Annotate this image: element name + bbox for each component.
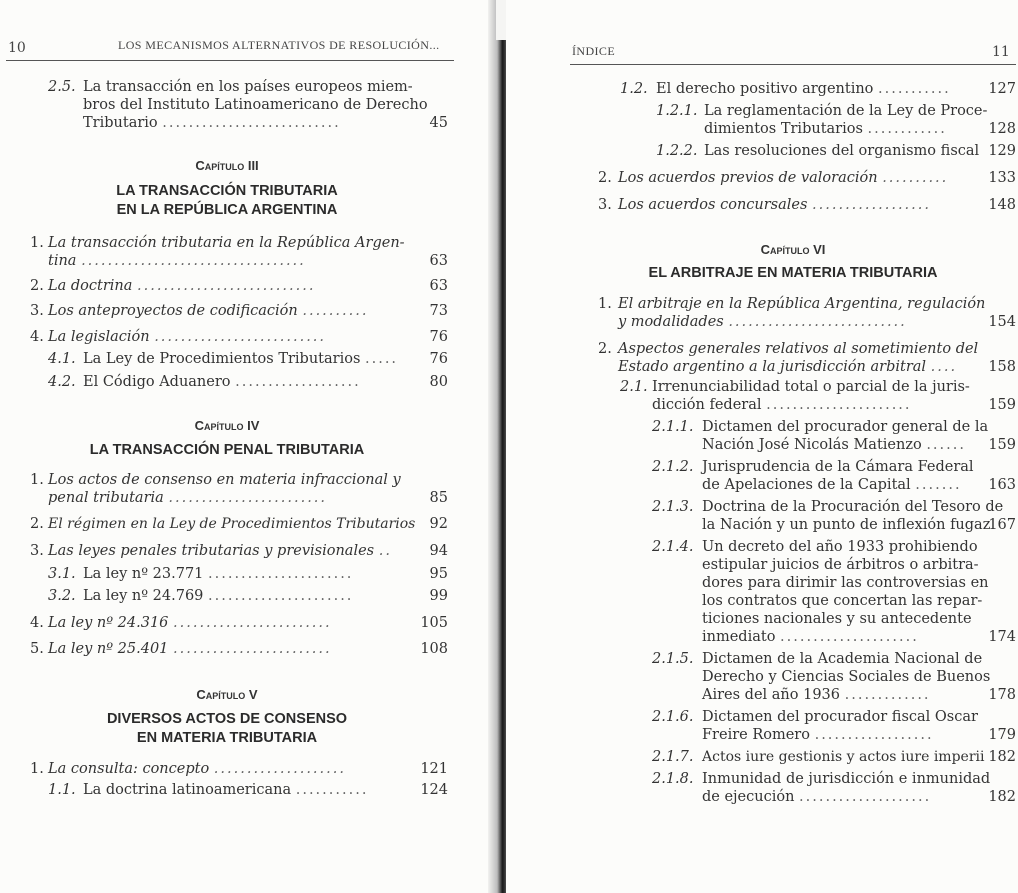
toc-text: Los anteproyectos de codificación .......... — [48, 303, 369, 319]
toc-num: 1.2.2. — [656, 143, 698, 159]
toc-text: La ley nº 24.769 ...................... — [83, 588, 354, 604]
toc-text: inmediato ..................... — [702, 629, 919, 645]
toc-num: 2.1.1. — [652, 419, 694, 435]
toc-text: Las resoluciones del organismo fiscal — [704, 143, 980, 159]
toc-page: 179 — [988, 727, 1016, 743]
toc-num: 1.2.1. — [656, 103, 698, 119]
page-number: 10 — [8, 40, 26, 56]
toc-page: 85 — [429, 490, 448, 506]
toc-text: Dictamen del procurador general de la — [702, 419, 989, 435]
toc-text: La transacción en los países europeos miem- — [83, 79, 413, 95]
toc-page: 76 — [429, 329, 448, 345]
toc-num: 3. — [30, 543, 44, 559]
toc-num: 1. — [30, 761, 44, 777]
toc-text: Freire Romero .................. — [702, 727, 934, 743]
toc-text: Aspectos generales relativos al sometimiento del — [618, 341, 979, 357]
toc-page: 76 — [429, 351, 448, 367]
toc-text: Un decreto del año 1933 prohibiendo — [702, 539, 978, 555]
toc-page: 174 — [988, 629, 1016, 645]
toc-text: La consulta: concepto .................... — [48, 761, 346, 777]
page-number: 11 — [992, 44, 1010, 60]
toc-num: 5. — [30, 641, 44, 657]
toc-num: 4.2. — [48, 374, 76, 390]
toc-page: 95 — [429, 566, 448, 582]
toc-text: Dictamen de la Academia Nacional de — [702, 651, 983, 667]
toc-text: Doctrina de la Procuración del Tesoro de — [702, 499, 1004, 515]
toc-num: 3. — [30, 303, 44, 319]
toc-page: 148 — [988, 197, 1016, 213]
toc-num: 2.1.3. — [652, 499, 694, 515]
toc-num: 1. — [30, 235, 44, 251]
chapter-title: LA TRANSACCIÓN PENAL TRIBUTARIA — [89, 442, 365, 458]
toc-text: La doctrina latinoamericana ........... — [83, 782, 369, 798]
toc-text: La ley nº 23.771 ...................... — [83, 566, 354, 582]
toc-num: 3.2. — [48, 588, 76, 604]
toc-text: La ley nº 25.401 ........................ — [48, 641, 332, 657]
toc-text: la Nación y un punto de inflexión fugaz — [702, 517, 991, 533]
toc-num: 2.1.2. — [652, 459, 694, 475]
header-rule — [570, 64, 1016, 65]
toc-text: Las leyes penales tributarias y previsionales .. — [48, 543, 392, 559]
toc-page: 133 — [988, 170, 1016, 186]
toc-num: 2. — [30, 278, 44, 294]
toc-text: Tributario ........................... — [83, 115, 341, 131]
toc-text: El régimen en la Ley de Procedimientos Tributarios — [48, 516, 416, 532]
toc-num: 2. — [598, 170, 612, 186]
toc-page: 121 — [420, 761, 448, 777]
toc-num: 2.1.5. — [652, 651, 694, 667]
toc-num: 2.1.8. — [652, 771, 694, 787]
toc-text: La doctrina ........................... — [48, 278, 316, 294]
chapter-label: Capítulo IV — [194, 418, 260, 433]
toc-page: 45 — [429, 115, 448, 131]
toc-page: 182 — [988, 749, 1016, 765]
right-page — [506, 0, 1018, 893]
toc-num: 1. — [598, 296, 612, 312]
toc-text: dimientos Tributarios ............ — [704, 121, 947, 137]
toc-text: de ejecución .................... — [702, 789, 932, 805]
toc-page: 92 — [429, 516, 448, 532]
toc-num: 2. — [30, 516, 44, 532]
toc-page: 159 — [988, 437, 1016, 453]
toc-num: 2. — [598, 341, 612, 357]
toc-text: Actos iure gestionis y actos iure imperii — [702, 749, 985, 765]
toc-text: La legislación .......................... — [48, 329, 327, 345]
toc-text: Inmunidad de jurisdicción e inmunidad — [702, 771, 991, 787]
toc-text: Jurisprudencia de la Cámara Federal — [702, 459, 974, 475]
toc-text: Los acuerdos concursales .................. — [618, 197, 931, 213]
toc-page: 167 — [988, 517, 1016, 533]
toc-text: La transacción tributaria en la República Argen- — [48, 235, 405, 251]
toc-text: penal tributaria ........................ — [48, 490, 328, 506]
toc-text: Nación José Nicolás Matienzo ...... — [702, 437, 966, 453]
toc-text: El Código Aduanero ................... — [83, 374, 361, 390]
toc-text: ticiones nacionales y su antecedente — [702, 611, 972, 627]
toc-page: 158 — [988, 359, 1016, 375]
toc-page: 127 — [988, 81, 1016, 97]
toc-text: La Ley de Procedimientos Tributarios ..... — [83, 351, 399, 367]
toc-num: 4.1. — [48, 351, 76, 367]
toc-text: Los actos de consenso en materia infraccional y — [48, 472, 401, 488]
toc-num: 3.1. — [48, 566, 76, 582]
toc-page: 105 — [420, 615, 448, 631]
toc-text: El derecho positivo argentino ........... — [656, 81, 951, 97]
toc-text: Irrenunciabilidad total o parcial de la juris- — [652, 379, 970, 395]
toc-page: 178 — [988, 687, 1016, 703]
toc-text: Dictamen del procurador fiscal Oscar — [702, 709, 978, 725]
toc-text: dores para dirimir las controversias en — [702, 575, 989, 591]
toc-num: 1. — [30, 472, 44, 488]
running-head: LOS MECANISMOS ALTERNATIVOS DE RESOLUCIÓN... — [118, 38, 440, 52]
toc-page: 63 — [429, 278, 448, 294]
toc-page: 63 — [429, 253, 448, 269]
toc-num: 1.2. — [620, 81, 648, 97]
toc-num: 1.1. — [48, 782, 76, 798]
toc-page: 159 — [988, 397, 1016, 413]
toc-text: dicción federal ...................... — [652, 397, 912, 413]
chapter-label: Capítulo VI — [760, 242, 826, 257]
toc-text: La ley nº 24.316 ........................ — [48, 615, 332, 631]
toc-page: 182 — [988, 789, 1016, 805]
toc-text: Estado argentino a la jurisdicción arbitral .... — [618, 359, 958, 375]
chapter-title: LA TRANSACCIÓN TRIBUTARIA — [116, 183, 338, 199]
toc-text: de Apelaciones de la Capital ....... — [702, 477, 962, 493]
running-head: ÍNDICE — [572, 44, 616, 58]
toc-num: 2.1.6. — [652, 709, 694, 725]
toc-page: 94 — [429, 543, 448, 559]
toc-page: 108 — [420, 641, 448, 657]
toc-num: 2.5. — [48, 79, 76, 95]
toc-text: Aires del año 1936 ............. — [702, 687, 931, 703]
chapter-title: EL ARBITRAJE EN MATERIA TRIBUTARIA — [648, 265, 938, 281]
toc-num: 2.1.4. — [652, 539, 694, 555]
toc-num: 4. — [30, 615, 44, 631]
toc-text: y modalidades ........................... — [618, 314, 907, 330]
toc-text: Derecho y Ciencias Sociales de Buenos — [702, 669, 991, 685]
toc-page: 128 — [988, 121, 1016, 137]
toc-page: 80 — [429, 374, 448, 390]
chapter-label: Capítulo III — [195, 158, 259, 173]
chapter-title: EN MATERIA TRIBUTARIA — [136, 730, 318, 746]
left-page — [0, 0, 500, 893]
toc-page: 99 — [429, 588, 448, 604]
toc-text: bros del Instituto Latinoamericano de Derecho — [83, 97, 428, 113]
toc-text: tina .................................. — [48, 253, 306, 269]
toc-page: 124 — [420, 782, 448, 798]
toc-num: 4. — [30, 329, 44, 345]
chapter-title: EN LA REPÚBLICA ARGENTINA — [116, 202, 338, 218]
toc-text: los contratos que concertan las repar- — [702, 593, 983, 609]
toc-num: 2.1. — [620, 379, 648, 395]
toc-text: El arbitraje en la República Argentina, regulación — [618, 296, 986, 312]
toc-text: La reglamentación de la Ley de Proce- — [704, 103, 988, 119]
toc-page: 154 — [988, 314, 1016, 330]
chapter-title: DIVERSOS ACTOS DE CONSENSO — [106, 711, 348, 727]
toc-text: Los acuerdos previos de valoración .......... — [618, 170, 949, 186]
toc-page: 129 — [988, 143, 1016, 159]
toc-text: estipular juicios de árbitros o arbitra- — [702, 557, 979, 573]
toc-num: 2.1.7. — [652, 749, 694, 765]
chapter-label: Capítulo V — [196, 687, 258, 702]
toc-num: 3. — [598, 197, 612, 213]
toc-page: 163 — [988, 477, 1016, 493]
toc-page: 73 — [429, 303, 448, 319]
header-rule — [6, 60, 454, 61]
